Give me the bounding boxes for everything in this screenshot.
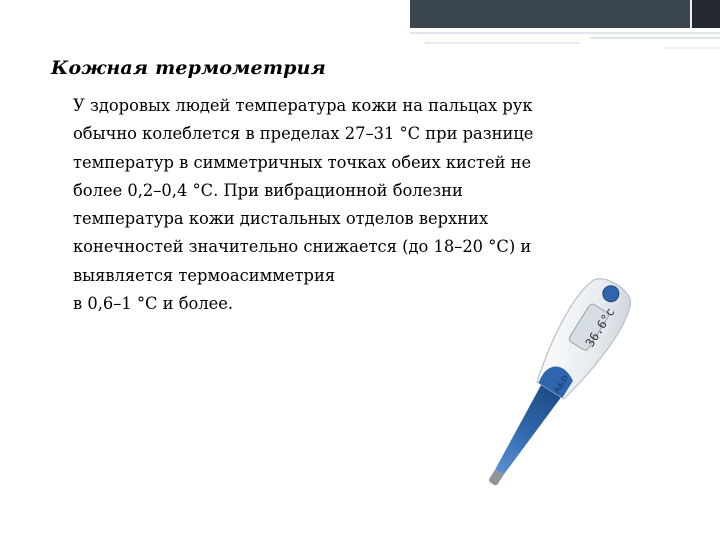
body-line: более 0,2–0,4 °С. При вибрационной болезни: [73, 180, 463, 200]
brand-logo: A&D: [552, 373, 571, 396]
slide-title: Кожная термометрия: [51, 57, 326, 79]
thermometer-display: 36.6°c: [582, 305, 618, 350]
thermometer-probe: [490, 381, 563, 479]
body-line: У здоровых людей температура кожи на пальцах рук: [73, 96, 533, 115]
body-line: температура кожи дистальных отделов верхних: [73, 209, 489, 229]
decorative-line: [410, 32, 720, 34]
body-line: конечностей значительно снижается (до 18–20 °С) и: [73, 237, 532, 257]
decorative-lines: [410, 28, 720, 58]
decorative-line: [590, 37, 720, 39]
body-line: температур в симметричных точках обеих кистей не: [73, 152, 532, 172]
decorative-line: [665, 47, 720, 49]
body-line: выявляется термоасимметрия: [73, 265, 336, 285]
decorative-top-bar: [410, 0, 720, 28]
body-line: обычно колеблется в пределах 27–31 °С при разнице: [73, 124, 534, 144]
decorative-dark-tab: [692, 0, 720, 28]
decorative-line: [425, 42, 580, 44]
thermometer-image: [440, 270, 670, 500]
body-line: в 0,6–1 °С и более.: [73, 294, 234, 314]
